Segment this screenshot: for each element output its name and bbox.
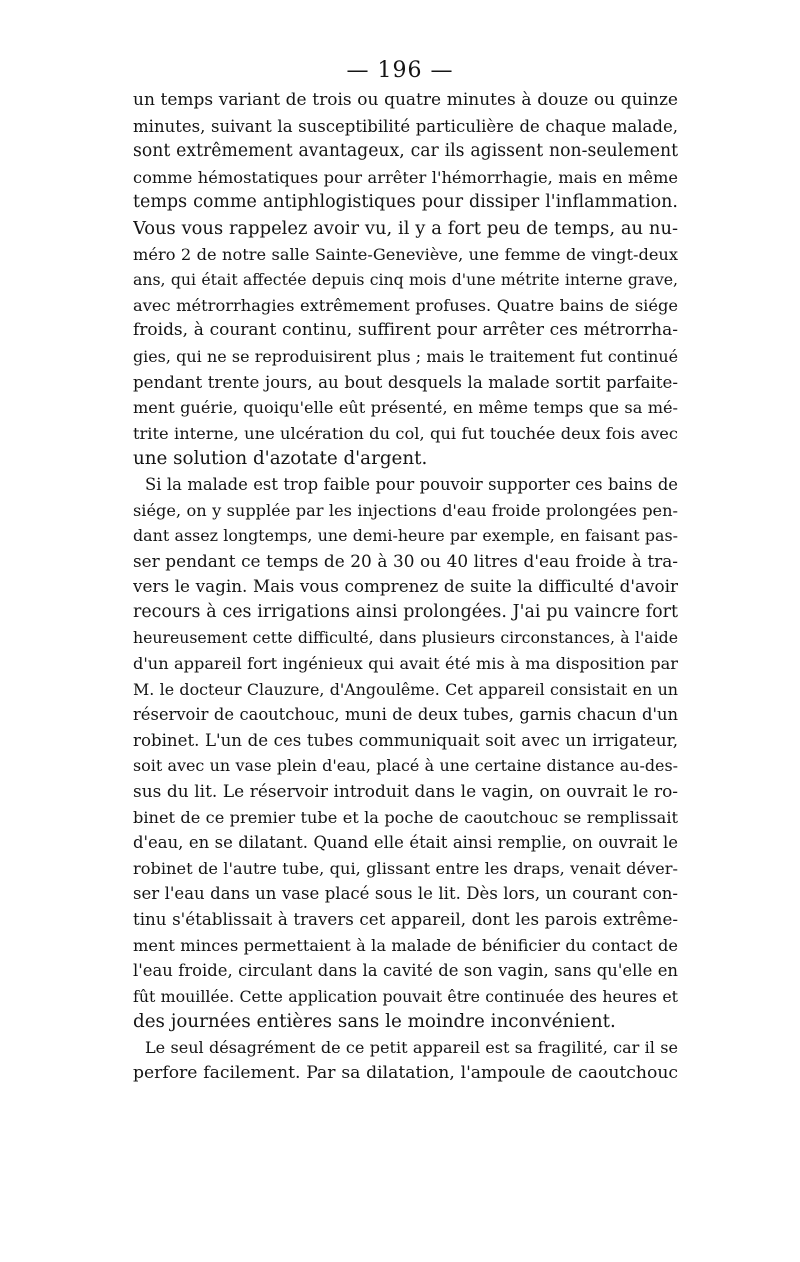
text-line: tinu s'établissait à travers cet appareil, dont les parois extrême- bbox=[133, 910, 678, 929]
text-line: un temps variant de trois ou quatre minutes à douze ou quinze bbox=[133, 90, 678, 110]
text-line: binet de ce premier tube et la poche de caoutchouc se remplissait bbox=[133, 807, 678, 827]
text-line: siége, on y supplée par les injections d'eau froide prolongées pen- bbox=[133, 500, 678, 520]
text-line: ser pendant ce temps de 20 à 30 ou 40 litres d'eau froide à tra- bbox=[133, 550, 678, 571]
text-line: perfore facilement. Par sa dilatation, l'ampoule de caoutchouc bbox=[133, 1062, 678, 1083]
text-line: comme hémostatiques pour arrêter l'hémorrhagie, mais en même bbox=[133, 167, 678, 187]
text-line: ment guérie, quoiqu'elle eût présenté, en même temps que sa mé- bbox=[133, 398, 678, 418]
text-line: robinet de l'autre tube, qui, glissant entre les draps, venait déver- bbox=[133, 858, 678, 878]
text-line: pendant trente jours, au bout desquels la malade sortit parfaite- bbox=[133, 372, 678, 392]
text-line: soit avec un vase plein d'eau, placé à une certaine distance au-des- bbox=[133, 756, 678, 776]
text-line: minutes, suivant la susceptibilité particulière de chaque malade, bbox=[133, 116, 678, 136]
text-line: méro 2 de notre salle Sainte-Geneviève, une femme de vingt-deux bbox=[133, 244, 678, 264]
text-line: Vous vous rappelez avoir vu, il y a fort peu de temps, au nu- bbox=[133, 217, 678, 239]
text-line: d'eau, en se dilatant. Quand elle était ainsi remplie, on ouvrait le bbox=[133, 833, 678, 853]
text-line: robinet. L'un de ces tubes communiquait soit avec un irrigateur, bbox=[133, 730, 678, 750]
text-line: réservoir de caoutchouc, muni de deux tubes, garnis chacun d'un bbox=[133, 705, 678, 725]
text-line: fût mouillée. Cette application pouvait être continuée des heures et bbox=[133, 986, 678, 1006]
text-line: sont extrêmement avantageux, car ils agissent non-seulement bbox=[133, 141, 678, 162]
text-line: M. le docteur Clauzure, d'Angoulême. Cet appareil consistait en un bbox=[133, 679, 678, 699]
text-line: Si la malade est trop faible pour pouvoir supporter ces bains de bbox=[145, 474, 678, 494]
text-line: sus du lit. Le réservoir introduit dans le vagin, on ouvrait le ro- bbox=[133, 781, 678, 802]
text-line: l'eau froide, circulant dans la cavité de son vagin, sans qu'elle en bbox=[133, 961, 678, 981]
text-line: Le seul désagrément de ce petit appareil est sa fragilité, car il se bbox=[145, 1037, 678, 1057]
text-line: avec métrorrhagies extrêmement profuses. Quatre bains de siége bbox=[133, 295, 678, 315]
text-line: heureusement cette difficulté, dans plusieurs circonstances, à l'aide bbox=[133, 628, 678, 648]
text-line: froids, à courant continu, suffirent pour arrêter ces métrorrha- bbox=[133, 320, 678, 341]
text-line: une solution d'azotate d'argent. bbox=[133, 448, 428, 470]
text-line: d'un appareil fort ingénieux qui avait été mis à ma disposition par bbox=[133, 654, 678, 674]
text-line: des journées entières sans le moindre inconvénient. bbox=[133, 1011, 616, 1033]
text-line: vers le vagin. Mais vous comprenez de suite la difficulté d'avoir bbox=[133, 576, 678, 597]
paragraph bbox=[133, 1035, 678, 1086]
text-line: recours à ces irrigations ainsi prolongées. J'ai pu vaincre fort bbox=[133, 601, 678, 622]
text-line: temps comme antiphlogistiques pour dissiper l'inflammation. bbox=[133, 192, 678, 213]
text-line: dant assez longtemps, une demi-heure par exemple, en faisant pas- bbox=[133, 526, 678, 546]
text-line: gies, qui ne se reproduisirent plus ; mais le traitement fut continué bbox=[133, 346, 678, 366]
text-line: trite interne, une ulcération du col, qui fut touchée deux fois avec bbox=[133, 423, 678, 443]
text-line: ser l'eau dans un vase placé sous le lit. Dès lors, un courant con- bbox=[133, 884, 678, 904]
page-number: — 196 — bbox=[346, 58, 454, 83]
text-line: ment minces permettaient à la malade de bénificier du contact de bbox=[133, 935, 678, 955]
body-text bbox=[133, 88, 678, 1086]
paragraph bbox=[133, 88, 678, 472]
text-line: ans, qui était affectée depuis cinq mois d'une métrite interne grave, bbox=[133, 270, 678, 290]
paragraph bbox=[133, 472, 678, 1035]
